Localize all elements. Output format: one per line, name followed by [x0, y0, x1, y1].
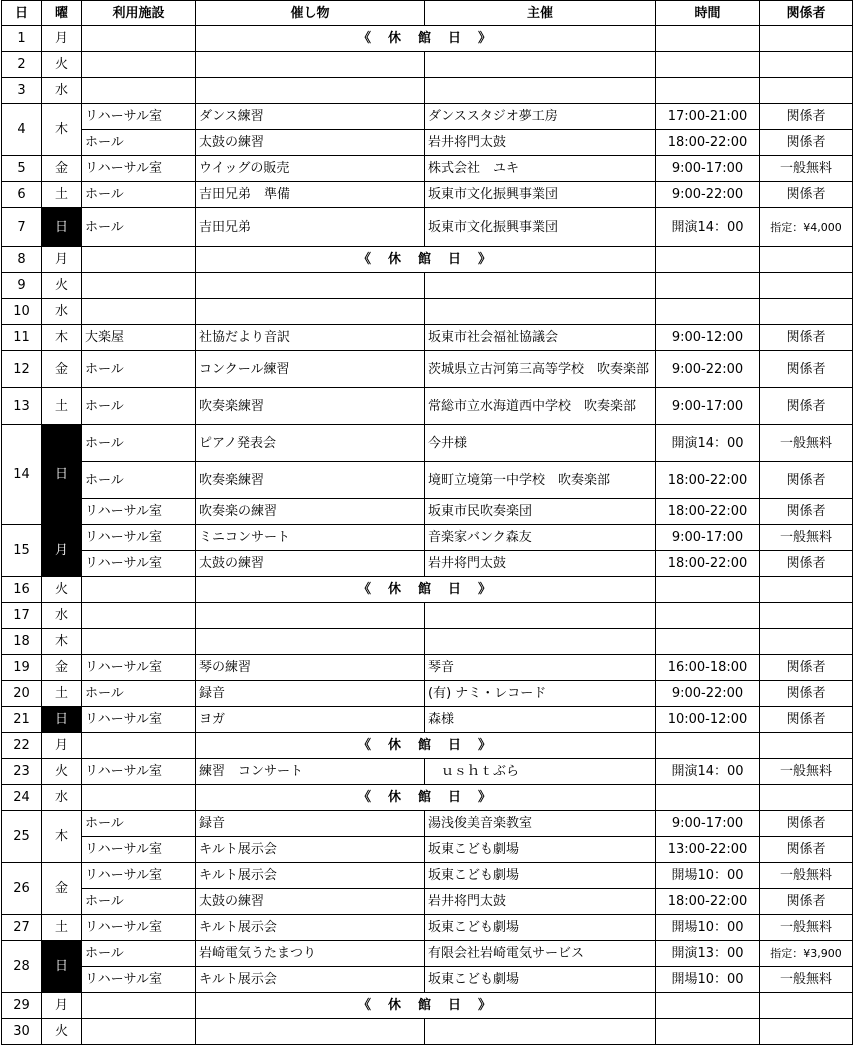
table-row: [2, 941, 853, 967]
attendees-cell: [760, 1019, 853, 1045]
day-number: 30: [2, 1019, 42, 1045]
facility-cell: 大楽屋: [82, 325, 196, 351]
attendees-cell: 関係者: [760, 811, 853, 837]
attendees-cell: 一般無料: [760, 967, 853, 993]
weekday: 土: [42, 681, 82, 707]
weekday: 火: [42, 273, 82, 299]
facility-cell: [82, 52, 196, 78]
facility-cell: [82, 273, 196, 299]
organizer-cell: 岩井将門太鼓: [425, 130, 656, 156]
event-cell: 録音: [196, 811, 425, 837]
weekday: 日: [42, 425, 82, 525]
weekday: 月: [42, 993, 82, 1019]
day-number: 27: [2, 915, 42, 941]
time-cell: [656, 78, 760, 104]
weekday: 土: [42, 388, 82, 425]
day-number: 14: [2, 425, 42, 525]
schedule-table: [1, 0, 853, 1045]
day-number: 29: [2, 993, 42, 1019]
organizer-cell: 湯浅俊美音楽教室: [425, 811, 656, 837]
time-cell: [656, 299, 760, 325]
table-row: [2, 499, 853, 525]
day-number: 5: [2, 156, 42, 182]
weekday: 金: [42, 655, 82, 681]
header-weekday: 曜: [42, 1, 82, 26]
facility-cell: [82, 299, 196, 325]
event-cell: ミニコンサート: [196, 525, 425, 551]
event-cell: [196, 1019, 425, 1045]
organizer-cell: 坂東こども劇場: [425, 915, 656, 941]
table-row: [2, 889, 853, 915]
attendees-cell: 関係者: [760, 325, 853, 351]
time-cell: 18:00-22:00: [656, 130, 760, 156]
table-row: [2, 551, 853, 577]
attendees-cell: 関係者: [760, 351, 853, 388]
facility-cell: ホール: [82, 811, 196, 837]
time-cell: 18:00-22:00: [656, 889, 760, 915]
facility-cell: [82, 26, 196, 52]
table-row: [2, 26, 853, 52]
attendees-cell: 関係者: [760, 462, 853, 499]
closed-label: 《 休 館 日 》: [196, 785, 656, 811]
organizer-cell: 坂東市社会福祉協議会: [425, 325, 656, 351]
time-cell: 16:00-18:00: [656, 655, 760, 681]
day-number: 24: [2, 785, 42, 811]
organizer-cell: [425, 1019, 656, 1045]
facility-cell: ホール: [82, 208, 196, 247]
day-number: 9: [2, 273, 42, 299]
table-row: [2, 577, 853, 603]
event-cell: キルト展示会: [196, 915, 425, 941]
event-cell: 吹奏楽練習: [196, 388, 425, 425]
day-number: 7: [2, 208, 42, 247]
weekday: 月: [42, 26, 82, 52]
organizer-cell: 岩井将門太鼓: [425, 551, 656, 577]
event-cell: 太鼓の練習: [196, 551, 425, 577]
weekday: 火: [42, 759, 82, 785]
event-cell: コンクール練習: [196, 351, 425, 388]
day-number: 15: [2, 525, 42, 577]
time-cell: [656, 603, 760, 629]
event-cell: キルト展示会: [196, 837, 425, 863]
facility-cell: ホール: [82, 182, 196, 208]
table-row: [2, 208, 853, 247]
time-cell: 13:00-22:00: [656, 837, 760, 863]
time-cell: [656, 1019, 760, 1045]
facility-cell: ホール: [82, 462, 196, 499]
attendees-cell: [760, 603, 853, 629]
time-cell: [656, 52, 760, 78]
facility-cell: ホール: [82, 388, 196, 425]
day-number: 16: [2, 577, 42, 603]
weekday: 月: [42, 247, 82, 273]
event-cell: ダンス練習: [196, 104, 425, 130]
day-number: 2: [2, 52, 42, 78]
attendees-cell: 関係者: [760, 182, 853, 208]
organizer-cell: 常総市立水海道西中学校 吹奏楽部: [425, 388, 656, 425]
time-cell: 開演13：00: [656, 941, 760, 967]
closed-label: 《 休 館 日 》: [196, 993, 656, 1019]
time-cell: 18:00-22:00: [656, 462, 760, 499]
facility-cell: リハーサル室: [82, 863, 196, 889]
table-row: [2, 629, 853, 655]
weekday: 金: [42, 156, 82, 182]
facility-cell: リハーサル室: [82, 525, 196, 551]
table-row: [2, 733, 853, 759]
weekday: 木: [42, 629, 82, 655]
time-cell: 9:00-22:00: [656, 681, 760, 707]
facility-cell: リハーサル室: [82, 104, 196, 130]
facility-cell: [82, 1019, 196, 1045]
organizer-cell: 音楽家バンク森友: [425, 525, 656, 551]
time-cell: [656, 273, 760, 299]
attendees-cell: 一般無料: [760, 759, 853, 785]
table-row: [2, 967, 853, 993]
time-cell: 18:00-22:00: [656, 551, 760, 577]
organizer-cell: 今井様: [425, 425, 656, 462]
event-cell: 吹奏楽練習: [196, 462, 425, 499]
event-cell: 岩崎電気うたまつり: [196, 941, 425, 967]
event-cell: [196, 52, 425, 78]
organizer-cell: [425, 52, 656, 78]
table-row: [2, 425, 853, 462]
day-number: 11: [2, 325, 42, 351]
weekday: 金: [42, 351, 82, 388]
facility-cell: [82, 577, 196, 603]
facility-cell: リハーサル室: [82, 837, 196, 863]
weekday: 火: [42, 577, 82, 603]
day-number: 4: [2, 104, 42, 156]
schedule-body: [2, 26, 853, 1045]
attendees-cell: [760, 52, 853, 78]
attendees-cell: 関係者: [760, 681, 853, 707]
table-row: [2, 811, 853, 837]
day-number: 26: [2, 863, 42, 915]
organizer-cell: 坂東市民吹奏楽団: [425, 499, 656, 525]
table-row: [2, 837, 853, 863]
organizer-cell: 琴音: [425, 655, 656, 681]
event-cell: [196, 78, 425, 104]
day-number: 22: [2, 733, 42, 759]
time-cell: 9:00-17:00: [656, 811, 760, 837]
organizer-cell: [425, 629, 656, 655]
organizer-cell: 境町立境第一中学校 吹奏楽部: [425, 462, 656, 499]
attendees-cell: 一般無料: [760, 156, 853, 182]
weekday: 水: [42, 785, 82, 811]
organizer-cell: [425, 273, 656, 299]
facility-cell: ホール: [82, 681, 196, 707]
closed-label: 《 休 館 日 》: [196, 577, 656, 603]
event-cell: 吉田兄弟 準備: [196, 182, 425, 208]
day-number: 25: [2, 811, 42, 863]
day-number: 28: [2, 941, 42, 993]
attendees-cell: 指定：¥3,900: [760, 941, 853, 967]
event-cell: 太鼓の練習: [196, 889, 425, 915]
attendees-cell: 関係者: [760, 499, 853, 525]
event-cell: ウイッグの販売: [196, 156, 425, 182]
facility-cell: [82, 247, 196, 273]
facility-cell: ホール: [82, 889, 196, 915]
attendees-cell: [760, 733, 853, 759]
facility-cell: [82, 733, 196, 759]
table-row: [2, 785, 853, 811]
table-row: [2, 273, 853, 299]
time-cell: [656, 993, 760, 1019]
time-cell: 18:00-22:00: [656, 499, 760, 525]
attendees-cell: 関係者: [760, 889, 853, 915]
facility-cell: リハーサル室: [82, 707, 196, 733]
facility-cell: リハーサル室: [82, 551, 196, 577]
time-cell: 開場10：00: [656, 967, 760, 993]
closed-label: 《 休 館 日 》: [196, 26, 656, 52]
event-cell: [196, 629, 425, 655]
time-cell: 9:00-22:00: [656, 182, 760, 208]
day-number: 10: [2, 299, 42, 325]
attendees-cell: [760, 247, 853, 273]
time-cell: 9:00-12:00: [656, 325, 760, 351]
time-cell: [656, 577, 760, 603]
time-cell: [656, 629, 760, 655]
table-row: [2, 655, 853, 681]
day-number: 23: [2, 759, 42, 785]
attendees-cell: 関係者: [760, 104, 853, 130]
time-cell: 開場10：00: [656, 915, 760, 941]
day-number: 12: [2, 351, 42, 388]
event-cell: ピアノ発表会: [196, 425, 425, 462]
organizer-cell: 有限会社岩崎電気サービス: [425, 941, 656, 967]
attendees-cell: 一般無料: [760, 863, 853, 889]
header-row: [2, 1, 853, 26]
attendees-cell: [760, 273, 853, 299]
table-row: [2, 525, 853, 551]
organizer-cell: [425, 603, 656, 629]
weekday: 土: [42, 915, 82, 941]
weekday: 日: [42, 707, 82, 733]
event-cell: [196, 273, 425, 299]
organizer-cell: [425, 299, 656, 325]
day-number: 6: [2, 182, 42, 208]
attendees-cell: 関係者: [760, 130, 853, 156]
facility-cell: リハーサル室: [82, 156, 196, 182]
organizer-cell: ｕｓｈｔぶら: [425, 759, 656, 785]
weekday: 木: [42, 104, 82, 156]
attendees-cell: 関係者: [760, 837, 853, 863]
attendees-cell: [760, 629, 853, 655]
event-cell: [196, 299, 425, 325]
time-cell: 開演14：00: [656, 425, 760, 462]
table-row: [2, 52, 853, 78]
time-cell: 開演14：00: [656, 759, 760, 785]
facility-cell: [82, 78, 196, 104]
table-row: [2, 325, 853, 351]
attendees-cell: [760, 785, 853, 811]
facility-cell: [82, 603, 196, 629]
day-number: 17: [2, 603, 42, 629]
day-number: 3: [2, 78, 42, 104]
header-organizer: 主催: [425, 1, 656, 26]
time-cell: 10:00-12:00: [656, 707, 760, 733]
attendees-cell: [760, 26, 853, 52]
header-facility: 利用施設: [82, 1, 196, 26]
time-cell: 9:00-17:00: [656, 388, 760, 425]
organizer-cell: [425, 78, 656, 104]
table-row: [2, 388, 853, 425]
table-row: [2, 78, 853, 104]
table-row: [2, 915, 853, 941]
table-row: [2, 156, 853, 182]
time-cell: 開場10：00: [656, 863, 760, 889]
organizer-cell: (有) ナミ・レコード: [425, 681, 656, 707]
facility-cell: ホール: [82, 425, 196, 462]
header-attendees: 関係者: [760, 1, 853, 26]
weekday: 日: [42, 208, 82, 247]
table-row: [2, 247, 853, 273]
organizer-cell: 坂東市文化振興事業団: [425, 208, 656, 247]
event-cell: キルト展示会: [196, 967, 425, 993]
event-cell: 練習 コンサート: [196, 759, 425, 785]
weekday: 日: [42, 941, 82, 993]
table-row: [2, 1019, 853, 1045]
event-cell: キルト展示会: [196, 863, 425, 889]
table-row: [2, 299, 853, 325]
attendees-cell: [760, 577, 853, 603]
organizer-cell: ダンススタジオ夢工房: [425, 104, 656, 130]
attendees-cell: 関係者: [760, 655, 853, 681]
weekday: 月: [42, 733, 82, 759]
day-number: 18: [2, 629, 42, 655]
day-number: 19: [2, 655, 42, 681]
organizer-cell: 坂東こども劇場: [425, 967, 656, 993]
weekday: 水: [42, 78, 82, 104]
day-number: 1: [2, 26, 42, 52]
weekday: 火: [42, 52, 82, 78]
header-event: 催し物: [196, 1, 425, 26]
table-row: [2, 603, 853, 629]
event-cell: ヨガ: [196, 707, 425, 733]
facility-cell: リハーサル室: [82, 967, 196, 993]
event-cell: 社協だより音訳: [196, 325, 425, 351]
event-cell: 琴の練習: [196, 655, 425, 681]
table-row: [2, 462, 853, 499]
table-row: [2, 863, 853, 889]
organizer-cell: 岩井将門太鼓: [425, 889, 656, 915]
attendees-cell: 関係者: [760, 707, 853, 733]
weekday: 土: [42, 182, 82, 208]
event-cell: [196, 603, 425, 629]
time-cell: [656, 247, 760, 273]
table-row: [2, 707, 853, 733]
weekday: 木: [42, 811, 82, 863]
table-row: [2, 993, 853, 1019]
attendees-cell: 指定：¥4,000: [760, 208, 853, 247]
event-cell: 録音: [196, 681, 425, 707]
time-cell: [656, 785, 760, 811]
table-row: [2, 759, 853, 785]
event-cell: 吹奏楽の練習: [196, 499, 425, 525]
time-cell: 開演14：00: [656, 208, 760, 247]
header-day: 日: [2, 1, 42, 26]
facility-cell: [82, 629, 196, 655]
time-cell: [656, 26, 760, 52]
time-cell: 9:00-17:00: [656, 156, 760, 182]
time-cell: 9:00-22:00: [656, 351, 760, 388]
time-cell: 17:00-21:00: [656, 104, 760, 130]
organizer-cell: 坂東こども劇場: [425, 837, 656, 863]
organizer-cell: 株式会社 ユキ: [425, 156, 656, 182]
organizer-cell: 森様: [425, 707, 656, 733]
day-number: 20: [2, 681, 42, 707]
facility-cell: ホール: [82, 941, 196, 967]
weekday: 金: [42, 863, 82, 915]
organizer-cell: 坂東こども劇場: [425, 863, 656, 889]
facility-cell: [82, 785, 196, 811]
table-row: [2, 182, 853, 208]
header-time: 時間: [656, 1, 760, 26]
weekday: 月: [42, 525, 82, 577]
attendees-cell: 一般無料: [760, 425, 853, 462]
event-cell: 吉田兄弟: [196, 208, 425, 247]
facility-cell: [82, 993, 196, 1019]
attendees-cell: 一般無料: [760, 915, 853, 941]
closed-label: 《 休 館 日 》: [196, 247, 656, 273]
attendees-cell: [760, 78, 853, 104]
facility-cell: ホール: [82, 130, 196, 156]
event-cell: 太鼓の練習: [196, 130, 425, 156]
attendees-cell: [760, 993, 853, 1019]
day-number: 8: [2, 247, 42, 273]
attendees-cell: [760, 299, 853, 325]
table-row: [2, 130, 853, 156]
facility-cell: リハーサル室: [82, 759, 196, 785]
facility-cell: ホール: [82, 351, 196, 388]
weekday: 水: [42, 603, 82, 629]
attendees-cell: 関係者: [760, 551, 853, 577]
attendees-cell: 関係者: [760, 388, 853, 425]
organizer-cell: 坂東市文化振興事業団: [425, 182, 656, 208]
time-cell: [656, 733, 760, 759]
table-row: [2, 104, 853, 130]
weekday: 火: [42, 1019, 82, 1045]
weekday: 木: [42, 325, 82, 351]
facility-cell: リハーサル室: [82, 499, 196, 525]
table-row: [2, 681, 853, 707]
closed-label: 《 休 館 日 》: [196, 733, 656, 759]
attendees-cell: 一般無料: [760, 525, 853, 551]
day-number: 13: [2, 388, 42, 425]
time-cell: 9:00-17:00: [656, 525, 760, 551]
facility-cell: リハーサル室: [82, 655, 196, 681]
weekday: 水: [42, 299, 82, 325]
day-number: 21: [2, 707, 42, 733]
organizer-cell: 茨城県立古河第三高等学校 吹奏楽部: [425, 351, 656, 388]
facility-cell: リハーサル室: [82, 915, 196, 941]
table-row: [2, 351, 853, 388]
